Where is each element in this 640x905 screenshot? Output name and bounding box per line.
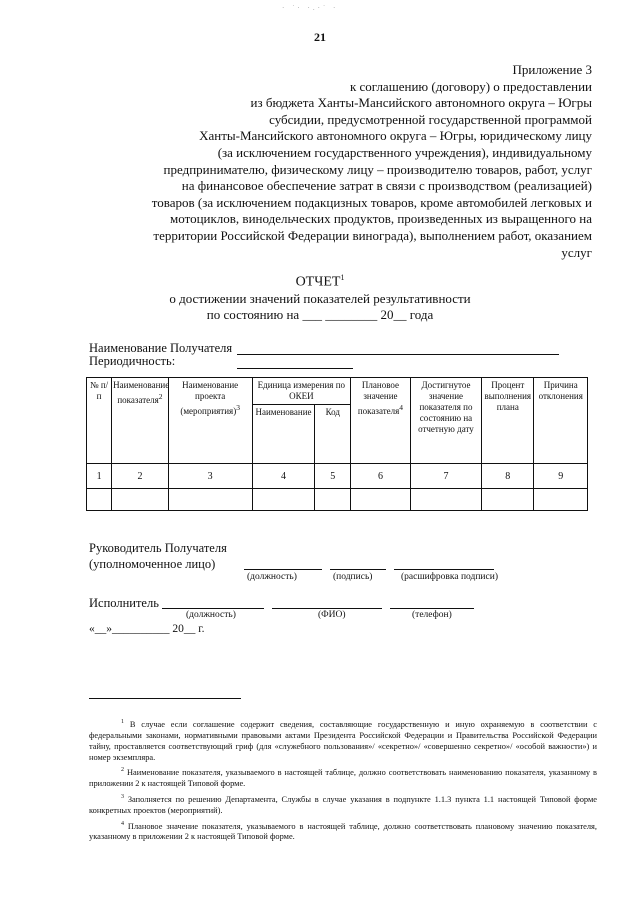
header-reason: Причина отклонения — [534, 378, 588, 464]
empty-cell[interactable] — [87, 489, 112, 511]
footnote-number: 3 — [121, 794, 124, 801]
column-number: 9 — [534, 464, 588, 489]
appendix-line: из бюджета Ханты-Мансийского автономного округа – Югры — [250, 95, 592, 111]
empty-cell[interactable] — [112, 489, 169, 511]
report-title-text: ОТЧЕТ — [295, 274, 341, 290]
column-number-row — [87, 464, 588, 489]
head-label-1: Руководитель Получателя — [89, 541, 227, 555]
empty-cell[interactable] — [168, 489, 252, 511]
scan-speckles: · ˙· ·.·˙ · — [282, 4, 339, 12]
signature-date-line: «__»__________ 20__ г. — [89, 623, 205, 635]
header-project-ref: 3 — [236, 403, 240, 412]
header-okei-code: Код — [315, 405, 351, 464]
executor-phone-line[interactable] — [390, 608, 474, 609]
column-number: 3 — [168, 464, 252, 489]
header-percent: Процент выполнения плана — [482, 378, 534, 464]
footnote-text: Заполняется по решению Департамента, Службы в случае указания в подпункте 1.1.3 пункта 1.1 настоящей Типовой форме конкретных проектов (мероприятий). — [89, 794, 597, 815]
head-name-line[interactable] — [394, 569, 494, 570]
recipient-label: Наименование Получателя — [89, 341, 233, 355]
footnote-text: В случае если соглашение содержит сведения, составляющие государственную и иную охраняемую в соответствии с федеральными законами, нормативными правовыми актами Президента Российской Федерации и Правительства Российской Федерации тайну, проставляется соответствующий гриф (для «служебного пользования»/ «секретно»/ «совершенно секретно»/ «особой важности») и номер экземпляра. — [89, 719, 597, 762]
executor-label: Исполнитель — [89, 596, 159, 610]
report-table — [86, 377, 588, 511]
appendix-line: мотоциклов, винодельческих продуктов, произведенных из выращенного на — [170, 211, 592, 227]
footnote — [89, 819, 597, 844]
head-caption-signature: (подпись) — [333, 572, 373, 582]
column-number: 5 — [315, 464, 351, 489]
report-title — [0, 273, 640, 291]
report-title-footnote-ref: 1 — [340, 273, 345, 282]
footnotes — [89, 717, 597, 845]
periodicity-label: Периодичность: — [89, 354, 176, 368]
page-number: 21 — [314, 30, 326, 44]
appendix-line: товаров (за исключением подакцизных товаров, кроме автомобилей легковых и — [151, 194, 592, 210]
periodicity-field-line[interactable] — [237, 368, 353, 369]
executor-caption-phone: (телефон) — [412, 610, 452, 620]
recipient-field-line[interactable] — [237, 354, 559, 355]
header-achieved: Достигнутое значение показателя по состоянию на отчетную дату — [410, 378, 481, 464]
empty-cell[interactable] — [410, 489, 481, 511]
appendix-line: территории Российской Федерации винограда), выполнением работ, оказанием — [153, 227, 592, 243]
head-position-line[interactable] — [244, 569, 322, 570]
table-header-row — [87, 378, 588, 405]
appendix-line: субсидии, предусмотренной государственной программой — [269, 111, 592, 127]
header-project-text: Наименование проекта (мероприятия) — [180, 380, 239, 416]
empty-cell[interactable] — [315, 489, 351, 511]
column-number: 1 — [87, 464, 112, 489]
column-number: 2 — [112, 464, 169, 489]
header-planned-ref: 4 — [399, 403, 404, 412]
head-signature-line[interactable] — [330, 569, 386, 570]
header-project — [168, 378, 252, 464]
appendix-line: к соглашению (договору) о предоставлении — [349, 78, 592, 94]
footnote-number: 2 — [121, 767, 124, 774]
appendix-line: на финансовое обеспечение затрат в связи с производством (реализацией) — [181, 178, 592, 194]
header-num: № п/п — [87, 378, 112, 464]
appendix-line: Ханты-Мансийского автономного округа – Югры, юридическому лицу — [199, 128, 592, 144]
executor-caption-position: (должность) — [186, 610, 236, 620]
column-number: 4 — [252, 464, 315, 489]
header-okei-name: Наименование — [252, 405, 315, 464]
footnote — [89, 765, 597, 790]
report-subtitle: о достижении значений показателей результативности — [169, 291, 471, 306]
head-caption-name: (расшифровка подписи) — [401, 572, 498, 582]
executor-position-line[interactable] — [162, 608, 264, 609]
appendix-header — [80, 62, 592, 261]
empty-cell[interactable] — [252, 489, 315, 511]
header-planned-text: Плановое значение показателя — [357, 380, 400, 416]
head-caption-position: (должность) — [247, 572, 297, 582]
header-indicator-ref: 2 — [158, 392, 163, 401]
footnote — [89, 792, 597, 817]
executor-caption-name: (ФИО) — [318, 610, 346, 620]
appendix-line: услуг — [561, 244, 592, 260]
appendix-line: предпринимателю, физическому лицу – производителю товаров, работ, услуг — [163, 161, 592, 177]
header-indicator-text: Наименование показателя — [113, 380, 170, 405]
appendix-line: Приложение 3 — [512, 62, 592, 77]
empty-cell[interactable] — [482, 489, 534, 511]
empty-cell[interactable] — [534, 489, 588, 511]
table-row — [87, 489, 588, 511]
header-planned — [351, 378, 411, 464]
appendix-line: (за исключением государственного учреждения), индивидуальному — [217, 144, 592, 160]
footnote — [89, 717, 597, 763]
empty-cell[interactable] — [351, 489, 411, 511]
report-subtitle-block — [0, 291, 640, 323]
footnote-text: Наименование показателя, указываемого в настоящей таблице, должно соответствовать наименованию показателя, указанному в приложении 2 к настоящей Типовой форме. — [89, 768, 597, 789]
column-number: 6 — [351, 464, 411, 489]
footnote-number: 1 — [121, 719, 124, 725]
executor-name-line[interactable] — [272, 608, 382, 609]
footnote-divider — [89, 698, 241, 699]
header-indicator — [112, 378, 169, 464]
header-okei: Единица измерения по ОКЕИ — [252, 378, 351, 405]
column-number: 8 — [482, 464, 534, 489]
head-label-2: (уполномоченное лицо) — [89, 557, 216, 571]
report-date-line: по состоянию на ___ ________ 20__ года — [206, 307, 434, 322]
footnote-number: 4 — [121, 820, 124, 827]
footnote-text: Плановое значение показателя, указываемого в настоящей таблице, должно соответствовать плановому значению показателя, указанному в приложении 2 к настоящей Типовой форме. — [89, 821, 598, 842]
column-number: 7 — [410, 464, 481, 489]
